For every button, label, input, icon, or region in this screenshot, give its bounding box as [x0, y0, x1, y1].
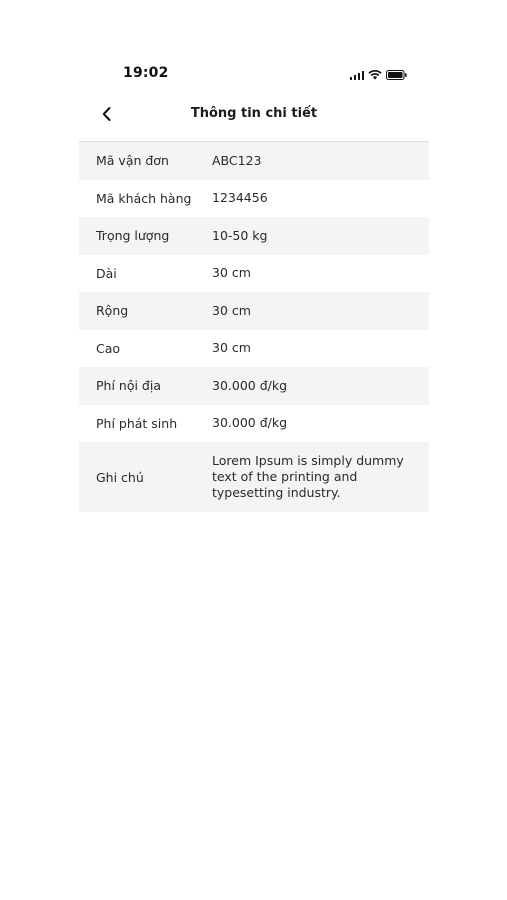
- status-time: 19:02: [123, 65, 169, 81]
- detail-label: Phí phát sinh: [96, 415, 178, 431]
- detail-label: Dài: [96, 265, 117, 281]
- detail-value: 1234456: [212, 190, 268, 206]
- battery-icon: [386, 70, 407, 80]
- details-table: [79, 142, 429, 512]
- detail-row-height: [79, 330, 429, 368]
- detail-value: 30 cm: [212, 340, 251, 356]
- detail-row-weight: [79, 217, 429, 255]
- detail-value: ABC123: [212, 152, 262, 168]
- detail-label: Ghi chú: [96, 469, 144, 485]
- detail-value: 10-50 kg: [212, 227, 268, 243]
- wifi-icon: [368, 69, 382, 80]
- screen: [79, 0, 429, 900]
- detail-value: Lorem Ipsum is simply dummy text of the printing and typesetting industry.: [212, 453, 404, 500]
- detail-label: Cao: [96, 340, 121, 356]
- detail-row-customer-code: [79, 180, 429, 218]
- detail-label: Rộng: [96, 303, 129, 319]
- detail-value: 30.000 đ/kg: [212, 377, 288, 393]
- detail-label: Mã vận đơn: [96, 153, 169, 169]
- detail-value: 30.000 đ/kg: [212, 415, 288, 431]
- detail-row-length: [79, 255, 429, 293]
- cellular-signal-icon: [350, 70, 365, 80]
- detail-label: Trọng lượng: [96, 228, 170, 244]
- detail-row-width: [79, 292, 429, 330]
- detail-row-extra-fee: [79, 405, 429, 443]
- detail-row-domestic-fee: [79, 367, 429, 405]
- detail-value: 30 cm: [212, 265, 251, 281]
- header: [79, 96, 429, 134]
- detail-value: 30 cm: [212, 302, 251, 318]
- detail-label: Mã khách hàng: [96, 190, 192, 206]
- page-title: Thông tin chi tiết: [190, 106, 318, 121]
- detail-label: Phí nội địa: [96, 378, 161, 394]
- status-bar: [79, 62, 429, 86]
- detail-row-note: [79, 442, 429, 512]
- detail-row-tracking-code: [79, 142, 429, 180]
- status-icons: [350, 68, 408, 80]
